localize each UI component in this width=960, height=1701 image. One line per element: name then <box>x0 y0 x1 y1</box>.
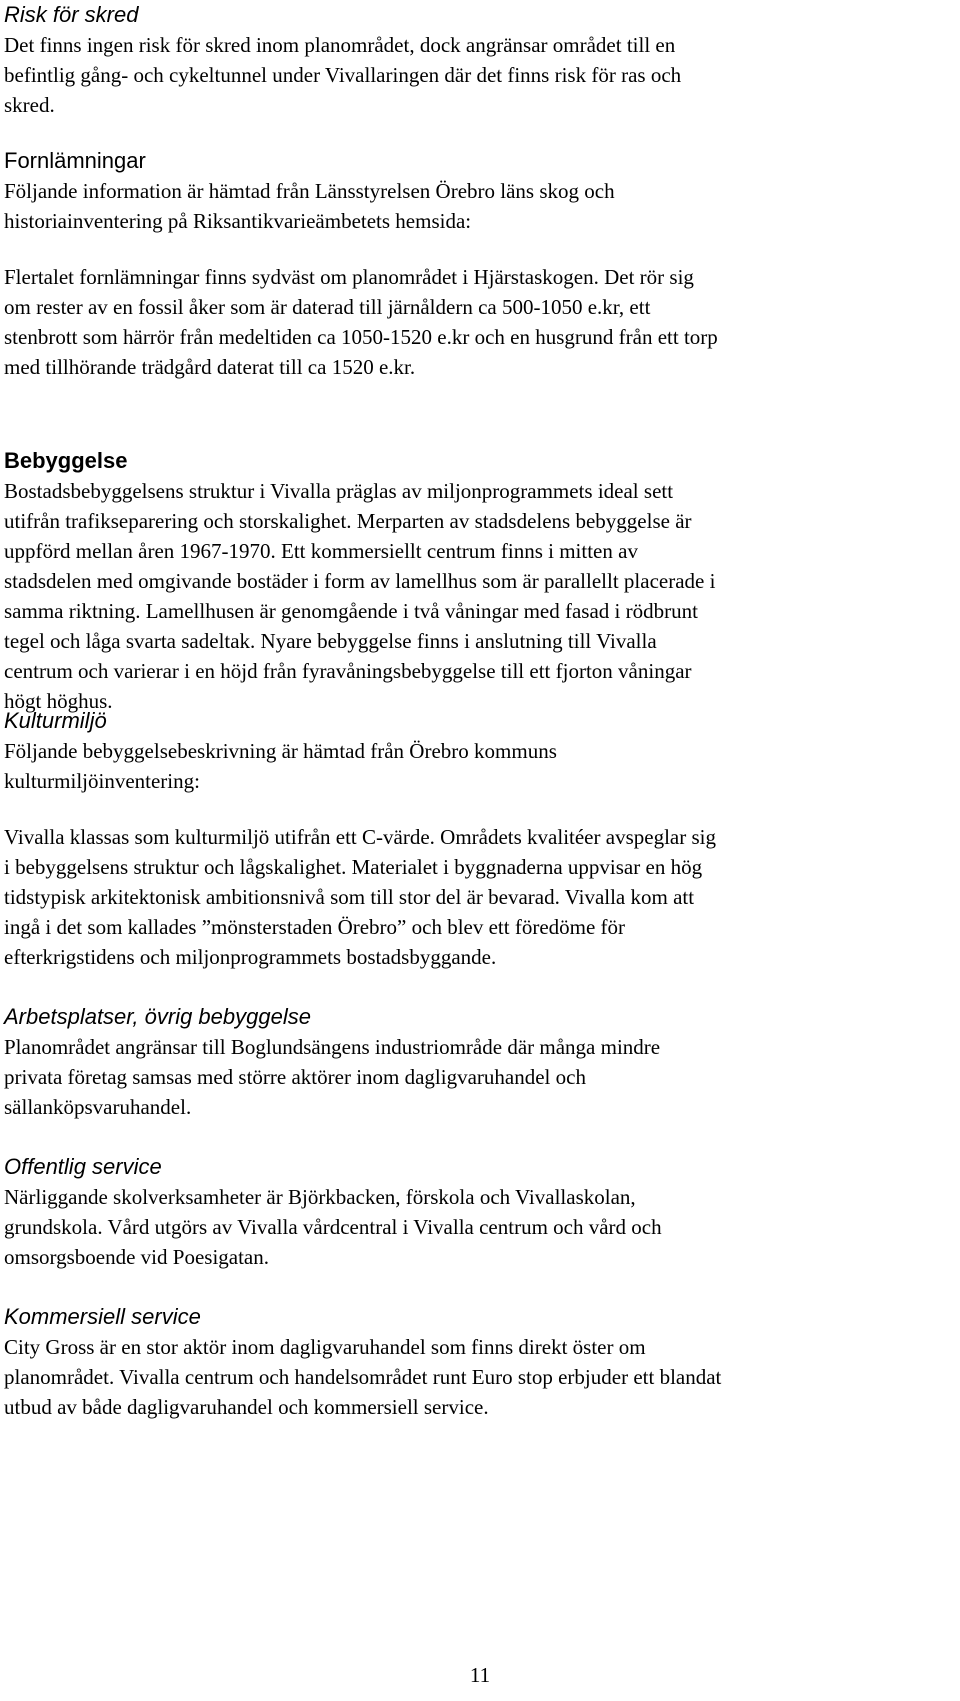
section-paragraph: City Gross är en stor aktör inom dagligvaruhandel som finns direkt öster om planområdet. Vivalla centrum och handelsområdet runt Euro stop erbjuder ett blandat utbud av både dagligvaruhandel och kommersiell service. <box>4 1335 722 1419</box>
section-offentlig-service <box>4 1152 944 1272</box>
section-heading: Offentlig service <box>4 1154 162 1179</box>
section-kommersiell-service <box>4 1302 944 1422</box>
section-paragraph: Planområdet angränsar till Boglundsängens industriområde där många mindre privata företag samsas med större aktörer inom dagligvaruhandel och sällanköpsvaruhandel. <box>4 1035 661 1119</box>
page-number: 11 <box>469 1663 491 1687</box>
section-paragraph: Vivalla klassas som kulturmiljö utifrån ett C-värde. Områdets kvalitéer avspeglar sig i bebyggelsens struktur och lågskalighet. Materialet i byggnaderna uppvisar en hög tidstypisk arkitektonisk ambitionsnivå som till stor del är bevarad. Vivalla kom att ingå i det som kallades ”mönsterstaden Örebro” och blev ett föredöme för efterkrigstidens och miljonprogrammets bostadsbyggande. <box>4 825 716 969</box>
section-heading: Kommersiell service <box>4 1304 201 1329</box>
section-bebyggelse <box>4 446 944 716</box>
section-paragraph: Närliggande skolverksamheter är Björkbacken, förskola och Vivallaskolan, grundskola. Vård utgörs av Vivalla vårdcentral i Vivalla centrum och vård och omsorgsboende vid Poesigatan. <box>4 1185 662 1269</box>
section-paragraph: Följande bebyggelsebeskrivning är hämtad från Örebro kommuns kulturmiljöinventering: <box>4 739 557 793</box>
section-arbetsplatser <box>4 1002 944 1122</box>
section-paragraph: Bostadsbebyggelsens struktur i Vivalla präglas av miljonprogrammets ideal sett utifrån trafikseparering och storskalighet. Merparten av stadsdelens bebyggelse är uppförd mellan åren 1967-1970. Ett kommersiellt centrum finns i mitten av stadsdelen med omgivande bostäder i form av lamellhus som är parallellt placerade i samma riktning. Lamellhusen är genomgående i två våningar med fasad i rödbrunt tegel och låga svarta sadeltak. Nyare bebyggelse finns i anslutning till Vivalla centrum och varierar i en höjd från fyravåningsbebyggelse till ett fjorton våningar högt höghus. <box>4 479 716 713</box>
section-kulturmiljo <box>4 706 944 972</box>
section-risk-for-skred <box>4 0 944 120</box>
section-heading: Bebyggelse <box>4 448 128 473</box>
section-paragraph: Följande information är hämtad från Länsstyrelsen Örebro läns skog och historiainventering på Riksantikvarieämbetets hemsida: <box>4 179 615 233</box>
section-heading: Fornlämningar <box>4 148 146 173</box>
section-heading: Kulturmiljö <box>4 708 107 733</box>
section-fornlamningar <box>4 146 944 382</box>
section-heading: Arbetsplatser, övrig bebyggelse <box>4 1004 311 1029</box>
section-paragraph: Det finns ingen risk för skred inom planområdet, dock angränsar området till en befintlig gång- och cykeltunnel under Vivallaringen där det finns risk för ras och skred. <box>4 33 682 117</box>
section-heading: Risk för skred <box>4 2 139 27</box>
section-paragraph: Flertalet fornlämningar finns sydväst om planområdet i Hjärstaskogen. Det rör sig om rester av en fossil åker som är daterad till järnåldern ca 500-1050 e.kr, ett stenbrott som härrör från medeltiden ca 1050-1520 e.kr och en husgrund från ett torp med tillhörande trädgård daterat till ca 1520 e.kr. <box>4 265 718 379</box>
